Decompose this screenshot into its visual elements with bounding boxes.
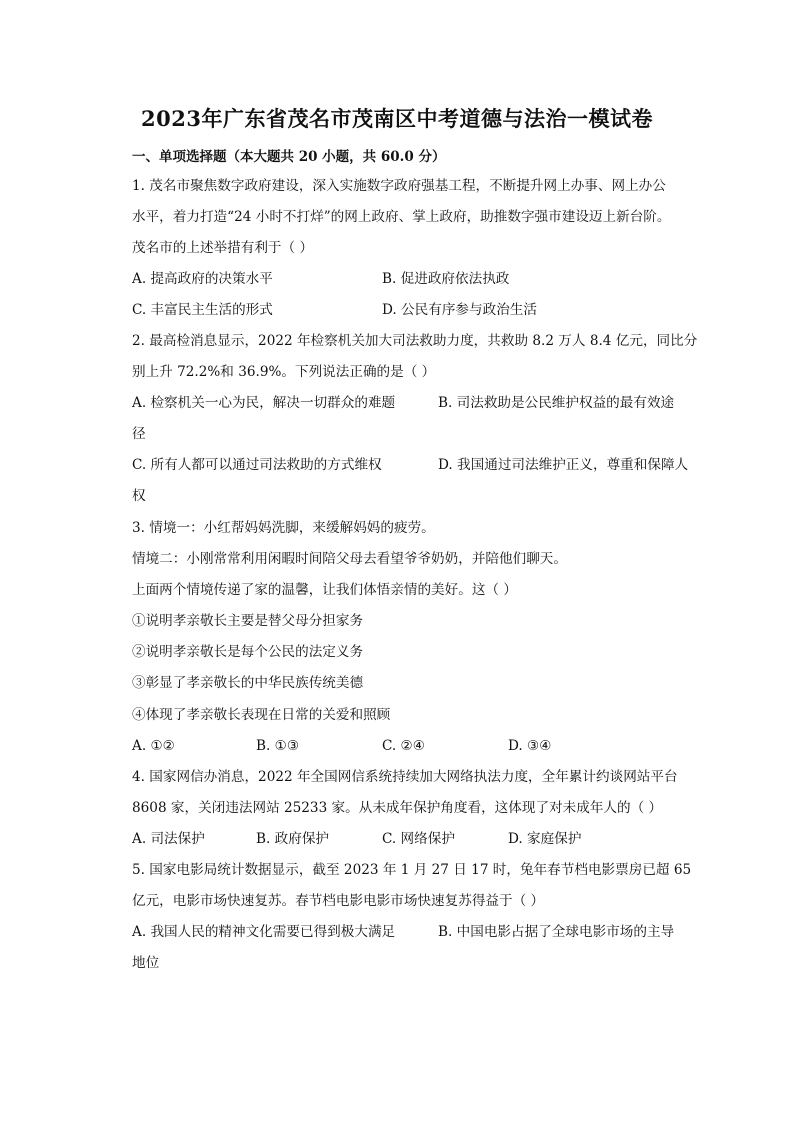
question-4-option-d[interactable]: D. 家庭保护	[508, 831, 582, 847]
question-2-option-a[interactable]: A. 检察机关一心为民，解决一切群众的难题	[132, 395, 396, 411]
question-3-line-3: 上面两个情境传递了家的温馨，让我们体悟亲情的美好。这（ ）	[132, 582, 517, 598]
question-1-option-b[interactable]: B. 促进政府依法执政	[382, 271, 510, 287]
question-2-option-d[interactable]: D. 我国通过司法维护正义，尊重和保障人	[438, 457, 689, 473]
question-2-option-d-wrap: 权	[132, 488, 146, 504]
question-3-option-d[interactable]: D. ③④	[508, 738, 552, 754]
question-3-statement-1: ①说明孝亲敬长主要是替父母分担家务	[132, 613, 364, 629]
question-4-option-b[interactable]: B. 政府保护	[256, 831, 330, 847]
question-1-line-1: 1. 茂名市聚焦数字政府建设，深入实施数字政府强基工程，不断提升网上办事、网上办公	[132, 178, 666, 194]
question-3-statement-4: ④体现了孝亲敬长表现在日常的关爱和照顾	[132, 707, 391, 723]
question-5-line-2: 亿元，电影市场快速复苏。春节档电影电影市场快速复苏得益于（ ）	[132, 893, 545, 909]
question-4-option-a[interactable]: A. 司法保护	[132, 831, 205, 847]
question-2-line-1: 2. 最高检消息显示，2022 年检察机关加大司法救助力度，共救助 8.2 万人 8.4 亿元，同比分	[132, 333, 698, 349]
question-3-option-a[interactable]: A. ①②	[132, 738, 175, 754]
question-1-option-a[interactable]: A. 提高政府的决策水平	[132, 271, 273, 287]
question-5-option-b[interactable]: B. 中国电影占据了全球电影市场的主导	[438, 924, 675, 940]
question-3-statement-3: ③彰显了孝亲敬长的中华民族传统美德	[132, 675, 364, 691]
question-4-line-2: 8608 家，关闭违法网站 25233 家。从未成年保护角度看，这体现了对未成年人的（ ）	[132, 800, 663, 816]
question-1-option-d[interactable]: D. 公民有序参与政治生活	[382, 302, 537, 318]
question-2-option-b-wrap: 径	[132, 426, 146, 442]
question-5-option-a[interactable]: A. 我国人民的精神文化需要已得到极大满足	[132, 924, 396, 940]
question-1-line-2: 水平，着力打造“24 小时不打烊”的网上政府、掌上政府，助推数字强市建设迈上新台阶。	[132, 209, 671, 225]
question-5-option-b-wrap: 地位	[132, 955, 160, 971]
question-2-line-2: 别上升 72.2%和 36.9%。下列说法正确的是（ ）	[132, 364, 436, 380]
question-2-option-b[interactable]: B. 司法救助是公民维护权益的最有效途	[438, 395, 675, 411]
question-4-option-c[interactable]: C. 网络保护	[382, 831, 455, 847]
page-title: 2023年广东省茂名市茂南区中考道德与法治一模试卷	[141, 106, 653, 131]
question-3-statement-2: ②说明孝亲敬长是每个公民的法定义务	[132, 644, 364, 660]
question-3-option-b[interactable]: B. ①③	[256, 738, 300, 754]
section-heading: 一、单项选择题（本大题共 20 小题，共 60.0 分）	[132, 149, 446, 165]
question-1-option-c[interactable]: C. 丰富民主生活的形式	[132, 302, 273, 318]
question-3-option-c[interactable]: C. ②④	[382, 738, 425, 754]
question-1-line-3: 茂名市的上述举措有利于（ ）	[132, 240, 314, 256]
question-2-option-c[interactable]: C. 所有人都可以通过司法救助的方式维权	[132, 457, 382, 473]
question-4-line-1: 4. 国家网信办消息，2022 年全国网信系统持续加大网络执法力度，全年累计约谈网站平台	[132, 769, 678, 785]
question-3-line-2: 情境二：小刚常常利用闲暇时间陪父母去看望爷爷奶奶，并陪他们聊天。	[132, 551, 567, 567]
question-5-line-1: 5. 国家电影局统计数据显示，截至 2023 年 1 月 27 日 17 时，兔年春节档电影票房已超 65	[132, 862, 692, 878]
question-3-line-1: 3. 情境一：小红帮妈妈洗脚，来缓解妈妈的疲劳。	[132, 520, 435, 536]
